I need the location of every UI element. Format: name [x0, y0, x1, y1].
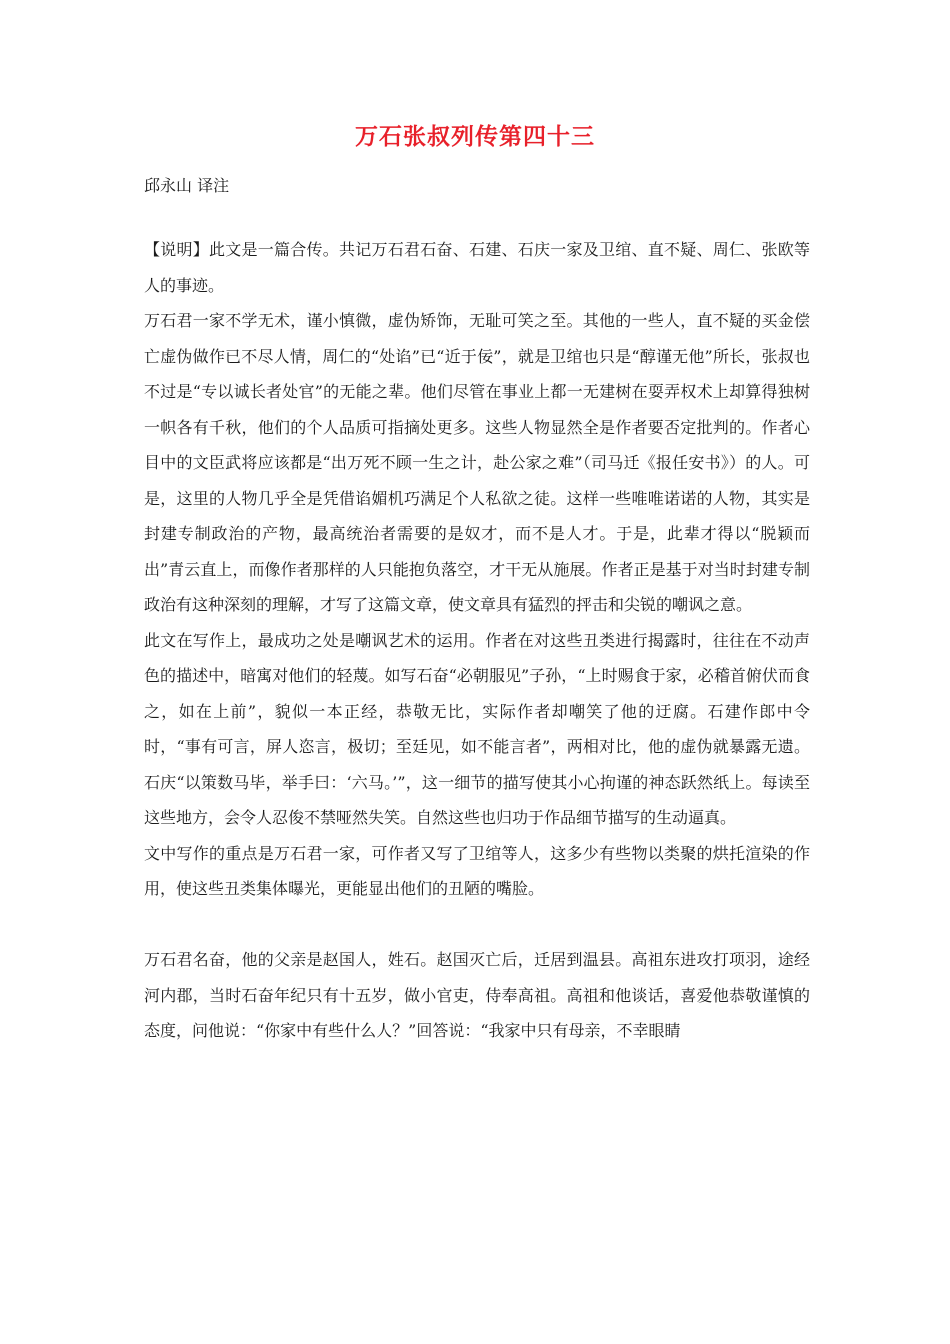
- document-title: 万石张叔列传第四十三: [355, 123, 595, 150]
- paragraph-focus: 文中写作的重点是万石君一家，可作者又写了卫绾等人，这多少有些物以类聚的烘托渲染的作用，使这些丑类集体曝光，更能显出他们的丑陋的嘴脸。: [144, 843, 810, 898]
- paragraph-gap: [144, 907, 810, 943]
- paragraph-style: 此文在写作上，最成功之处是嘲讽艺术的运用。作者在对这些丑类进行揭露时，往往在不动声色的描述中，暗寓对他们的轻蔑。如写石奋“必朝服见”子孙，“上时赐食于家，必稽首俯伏而食之，如在上前”，貌似一本正经，恭敬无比，实际作者却嘲笑了他的迂腐。石建作郎中令时，“事有可言，屏人恣言，极切；至廷见，如不能言者”，两相对比，他的虚伪就暴露无遗。石庆“以策数马毕，举手曰：‘六马。’”，这一细节的描写使其小心拘谨的神态跃然纸上。每读至这些地方，会令人忍俊不禁哑然失笑。自然这些也归功于作品细节描写的生动逼真。: [144, 630, 810, 827]
- author-line: 邱永山 译注: [144, 176, 230, 195]
- paragraph-main-text: 万石君名奋，他的父亲是赵国人，姓石。赵国灭亡后，迁居到温县。高祖东进攻打项羽，途经河内郡，当时石奋年纪只有十五岁，做小官吏，侍奉高祖。高祖和他谈话，喜爱他恭敬谨慎的态度，问他说：“你家中有些什么人？”回答说：“我家中只有母亲，不幸眼睛: [144, 950, 810, 1040]
- document-body: [144, 232, 810, 1049]
- paragraph-intro: 【说明】此文是一篇合传。共记万石君石奋、石建、石庆一家及卫绾、直不疑、周仁、张欧等人的事迹。: [144, 240, 810, 295]
- paragraph-summary: 万石君一家不学无术，谨小慎微，虚伪矫饰，无耻可笑之至。其他的一些人，直不疑的买金偿亡虚伪做作已不尽人情，周仁的“处谄”已“近于佞”，就是卫绾也只是“醇谨无他”所长，张叔也不过是“专以诚长者处官”的无能之辈。他们尽管在事业上都一无建树在耍弄权术上却算得独树一帜各有千秋，他们的个人品质可指摘处更多。这些人物显然全是作者要否定批判的。作者心目中的文臣武将应该都是“出万死不顾一生之计，赴公家之难”（司马迁《报任安书》）的人。可是，这里的人物几乎全是凭借谄媚机巧满足个人私欲之徒。这样一些唯唯诺诺的人物，其实是封建专制政治的产物，最高统治者需要的是奴才，而不是人才。于是，此辈才得以“脱颖而出”青云直上，而像作者那样的人只能抱负落空，才干无从施展。作者正是基于对当时封建专制政治有这种深刻的理解，才写了这篇文章，使文章具有猛烈的抨击和尖锐的嘲讽之意。: [144, 311, 810, 614]
